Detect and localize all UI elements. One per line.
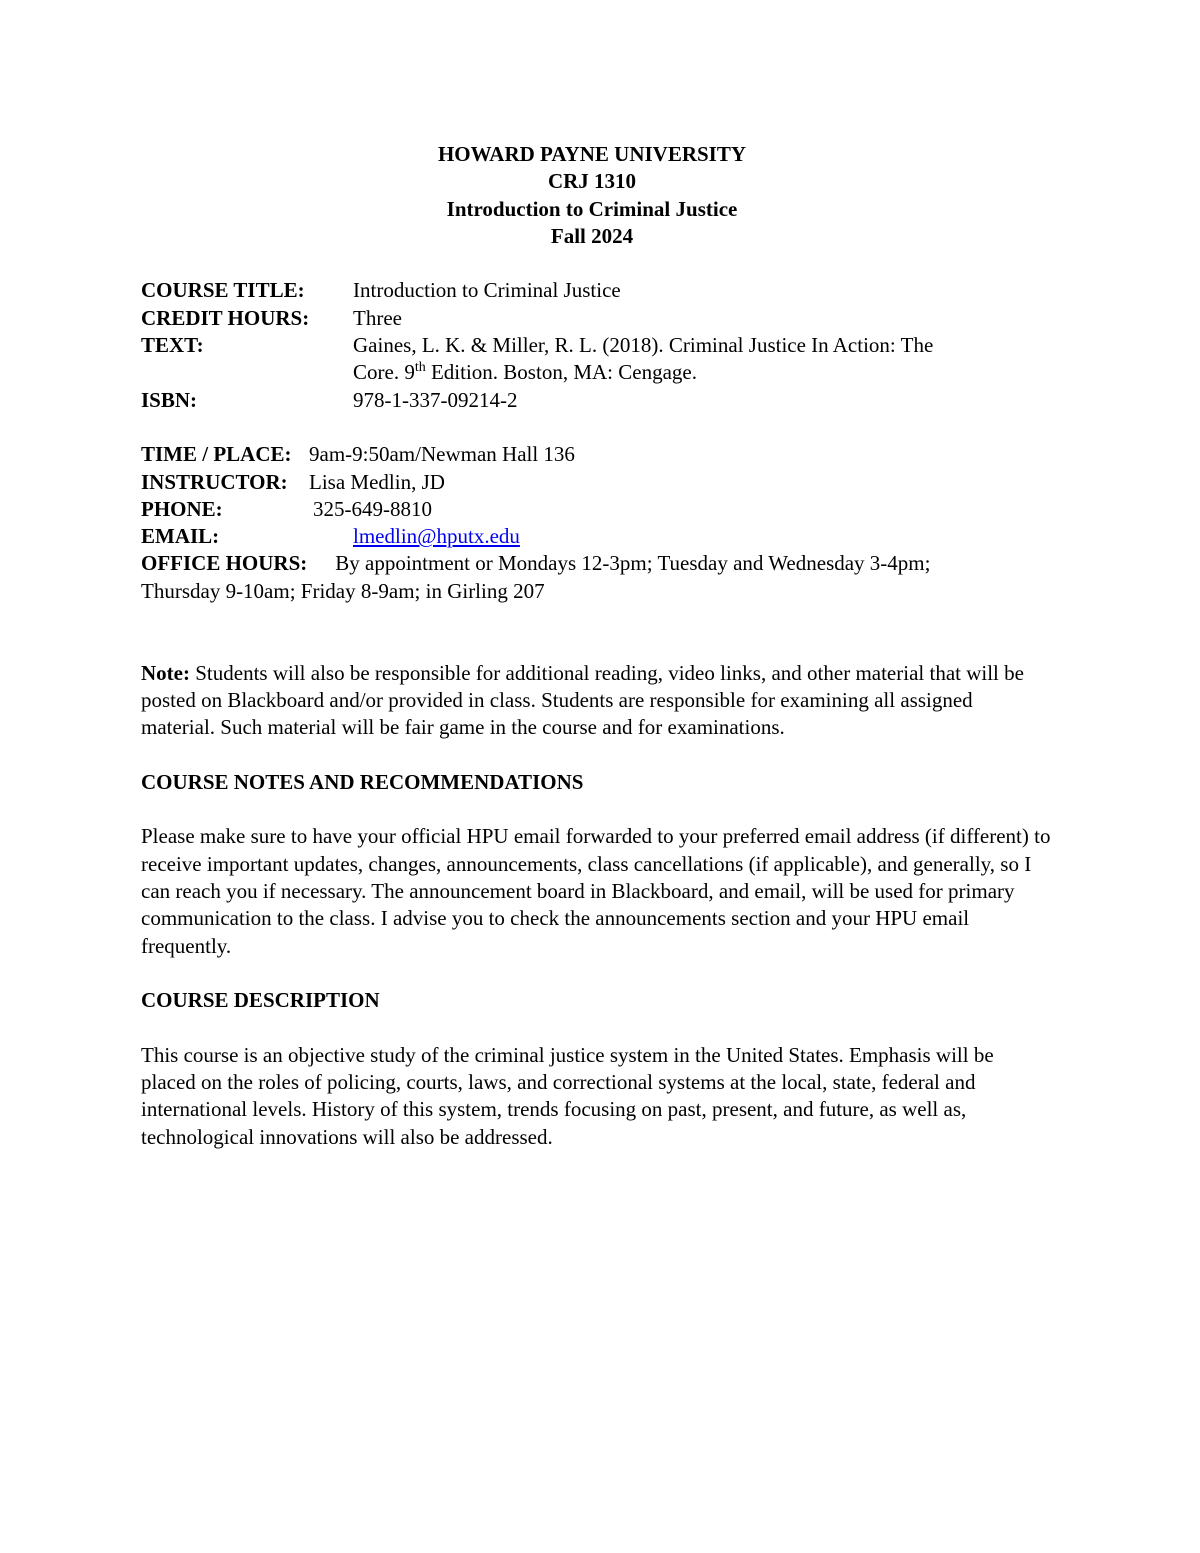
note-paragraph xyxy=(141,660,1051,742)
text-label: TEXT: xyxy=(141,333,204,358)
text-value xyxy=(353,332,1053,387)
phone-label: PHONE: xyxy=(141,496,223,521)
note-text: Students will also be responsible for additional reading, video links, and other material that will be posted on Blackboard and/or provided in class. Students are responsible for examining all assigned material. Such material will be fair game in the course and for examinations. xyxy=(141,660,1024,740)
edition-superscript: th xyxy=(414,360,426,376)
office-hours-value-line2: Thursday 9-10am; Friday 8-9am; in Girling 207 xyxy=(141,578,545,603)
course-title-label: COURSE TITLE: xyxy=(141,278,305,303)
text-value-line2b: Edition. Boston, MA: Cengage. xyxy=(425,360,697,385)
text-value-line2a: Core. 9 xyxy=(353,360,415,385)
credit-hours-value: Three xyxy=(353,305,402,330)
course-description-text: This course is an objective study of the criminal justice system in the United States. Emphasis will be placed on the roles of policing, courts, laws, and correctional systems at the local, state, federal and international levels. History of this system, trends focusing on past, present, and future, as well as, technological innovations will also be addressed. xyxy=(141,1042,994,1149)
office-hours-row xyxy=(141,550,1051,605)
course-description-heading: COURSE DESCRIPTION xyxy=(141,988,380,1013)
text-row xyxy=(141,332,1051,387)
time-place-label: TIME / PLACE: xyxy=(141,442,292,467)
text-value-line1: Gaines, L. K. & Miller, R. L. (2018). Criminal Justice In Action: The xyxy=(353,333,934,358)
email-link[interactable]: lmedlin@hputx.edu xyxy=(353,524,520,549)
isbn-value: 978-1-337-09214-2 xyxy=(353,387,518,412)
syllabus-header xyxy=(133,141,1051,250)
time-place-value: 9am-9:50am/Newman Hall 136 xyxy=(309,442,575,467)
course-name: Introduction to Criminal Justice xyxy=(446,196,738,221)
course-title-value: Introduction to Criminal Justice xyxy=(353,278,621,303)
time-place-row xyxy=(141,441,1051,468)
course-code: CRJ 1310 xyxy=(547,169,637,194)
instructor-row xyxy=(141,469,1051,496)
phone-value: 325-649-8810 xyxy=(313,496,432,521)
email-value-wrap xyxy=(353,523,1093,550)
office-hours-label: OFFICE HOURS: xyxy=(141,551,308,576)
isbn-label: ISBN: xyxy=(141,387,198,412)
instructor-label: INSTRUCTOR: xyxy=(141,469,288,494)
note-label: Note: xyxy=(141,660,190,685)
course-title-row xyxy=(141,277,1051,304)
course-notes-text: Please make sure to have your official HPU email forwarded to your preferred email address (if different) to receive important updates, changes, announcements, class cancellations (if applicable), and generally, so I can reach you if necessary. The announcement board in Blackboard, and email, will be used for primary communication to the class. I advise you to check the announcements section and your HPU email frequently. xyxy=(141,824,1051,958)
university-name: HOWARD PAYNE UNIVERSITY xyxy=(437,142,747,166)
isbn-row xyxy=(141,387,1051,414)
credit-hours-label: CREDIT HOURS: xyxy=(141,305,310,330)
syllabus-page xyxy=(141,141,1051,1151)
term: Fall 2024 xyxy=(550,223,634,248)
email-row xyxy=(141,523,1051,550)
office-hours-value-line1: By appointment or Mondays 12-3pm; Tuesday and Wednesday 3-4pm; xyxy=(335,551,931,576)
credit-hours-row xyxy=(141,305,1051,332)
course-notes-heading: COURSE NOTES AND RECOMMENDATIONS xyxy=(141,769,584,794)
email-label: EMAIL: xyxy=(141,524,220,549)
phone-row xyxy=(141,496,1051,523)
instructor-value: Lisa Medlin, JD xyxy=(309,469,445,494)
